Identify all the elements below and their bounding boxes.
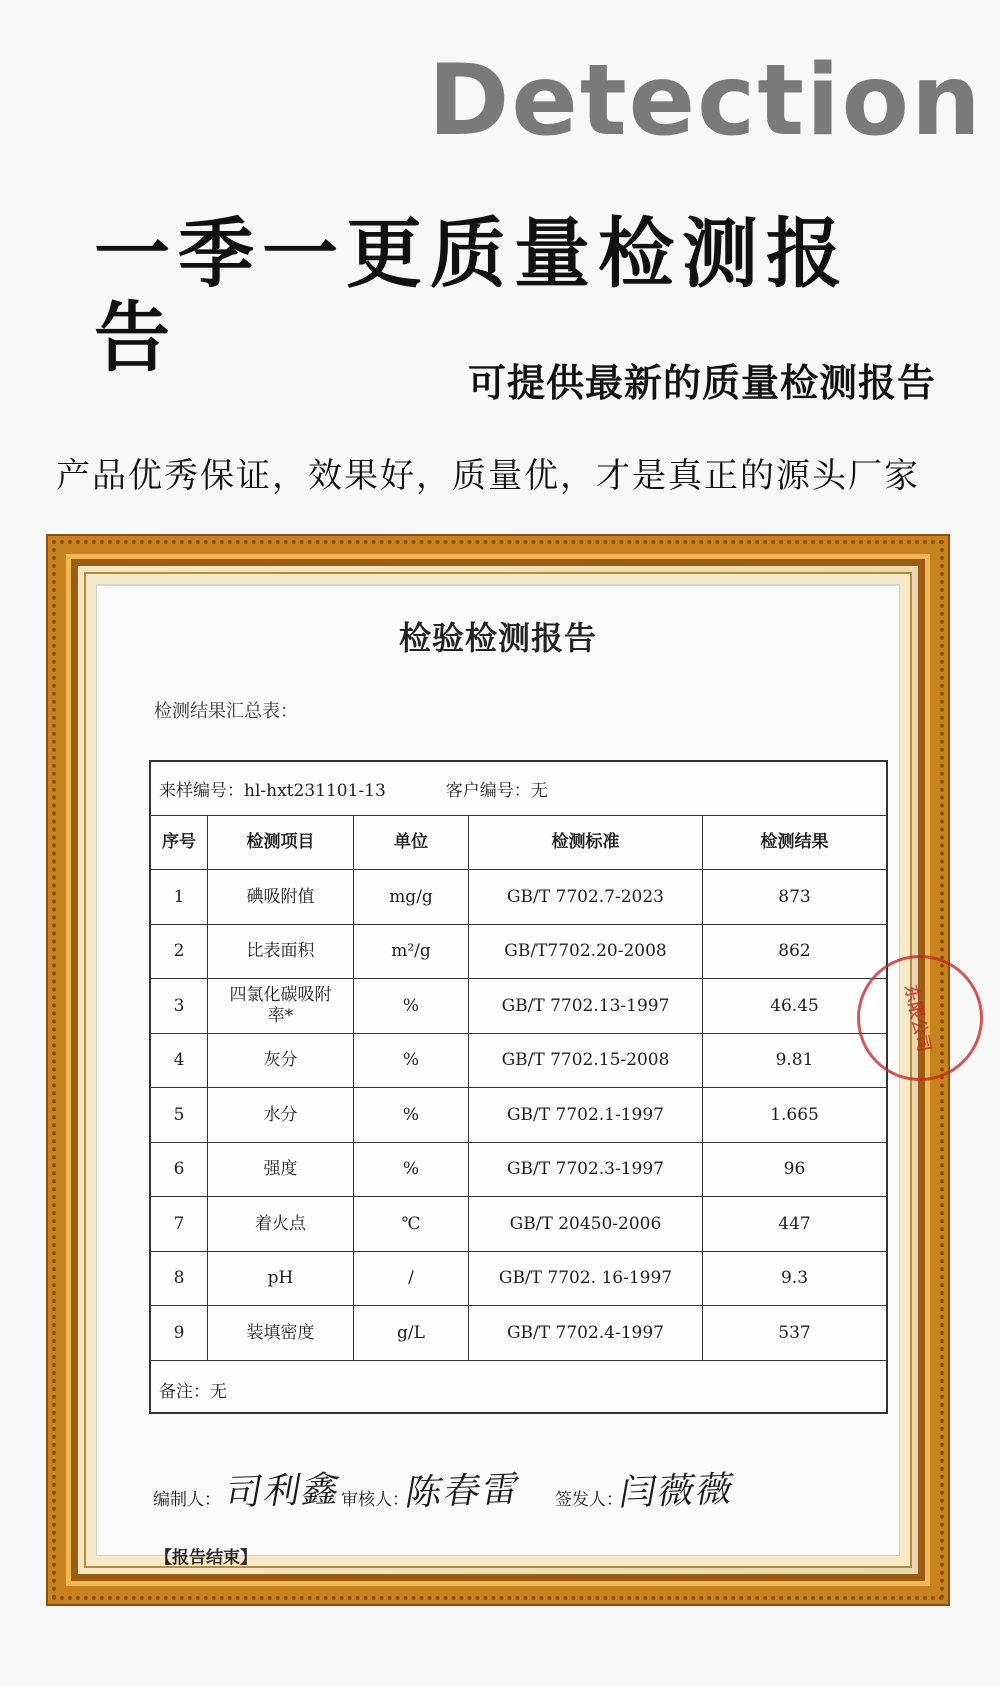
table-header-cell: 序号: [151, 816, 208, 870]
table-cell: %: [354, 1143, 469, 1198]
row-number-cell: 1: [151, 870, 208, 925]
row-number-cell: 9: [151, 1306, 208, 1361]
table-cell: 447: [703, 1197, 886, 1252]
table-header-cell: 检测项目: [208, 816, 354, 870]
compiler-label: 编制人：: [153, 1490, 221, 1510]
table-cell: 碘吸附值: [208, 870, 354, 925]
page-subtitle: 可提供最新的质量检测报告: [467, 361, 936, 405]
paper-edge-line: [97, 585, 899, 586]
issuer-signature: 闫薇薇: [616, 1469, 739, 1514]
row-number-cell: 7: [151, 1197, 208, 1252]
remark-row: 备注：无: [159, 1381, 227, 1402]
table-cell: /: [354, 1252, 469, 1307]
row-number-cell: 8: [151, 1252, 208, 1307]
table-cell: GB/T 7702.3-1997: [469, 1143, 703, 1198]
table-cell: 9.3: [703, 1252, 886, 1307]
table-cell: ℃: [354, 1197, 469, 1252]
table-cell: g/L: [354, 1306, 469, 1361]
table-cell: 1.665: [703, 1088, 886, 1143]
summary-label: 检测结果汇总表：: [154, 701, 298, 722]
signature-row: [153, 1457, 853, 1527]
reviewer-label: 审核人：: [341, 1490, 409, 1510]
report-end: 【报告结束】: [155, 1548, 257, 1568]
table-cell: GB/T 7702.15-2008: [469, 1034, 703, 1089]
table-cell: %: [354, 1034, 469, 1089]
row-number-cell: 4: [151, 1034, 208, 1089]
report-title: 检验检测报告: [398, 619, 597, 657]
row-number-cell: 2: [151, 925, 208, 980]
table-cell: 比表面积: [208, 925, 354, 980]
table-cell: GB/T 7702.7-2023: [469, 870, 703, 925]
frame-mat: [84, 572, 935, 1568]
row-number-cell: 3: [151, 979, 208, 1034]
table-cell: 537: [703, 1306, 886, 1361]
table-header-cell: 检测结果: [703, 816, 886, 870]
table-cell: 着火点: [208, 1197, 354, 1252]
table-cell: 灰分: [208, 1034, 354, 1089]
sample-number: 来样编号：hl-hxt231101-13: [159, 781, 386, 801]
stamp-text: 东限公司: [900, 983, 935, 1054]
table-cell: 四氯化碳吸附 率*: [208, 979, 354, 1034]
table-cell: 862: [703, 925, 886, 980]
table-cell: 强度: [208, 1143, 354, 1198]
table-cell: m²/g: [354, 925, 469, 980]
table-cell: GB/T 7702.13-1997: [469, 979, 703, 1034]
row-number-cell: 6: [151, 1143, 208, 1198]
reviewer-signature: 陈春雷: [402, 1469, 525, 1514]
table-header-cell: 单位: [354, 816, 469, 870]
table-header-cell: 检测标准: [469, 816, 703, 870]
table-cell: %: [354, 1088, 469, 1143]
hero-english-title: Detection: [428, 44, 983, 158]
table-cell: 46.45: [703, 979, 886, 1034]
table-cell: 873: [703, 870, 886, 925]
table-cell: pH: [208, 1252, 354, 1307]
inspection-report-paper: [96, 584, 935, 1568]
table-cell: mg/g: [354, 870, 469, 925]
table-cell: GB/T 7702.1-1997: [469, 1088, 703, 1143]
table-cell: 9.81: [703, 1034, 886, 1089]
test-results-table: [149, 760, 888, 1414]
table-cell: GB/T7702.20-2008: [469, 925, 703, 980]
table-cell: GB/T 7702. 16-1997: [469, 1252, 703, 1307]
table-cell: 96: [703, 1143, 886, 1198]
page-title: 一季一更质量检测报告: [94, 209, 850, 382]
table-cell: 水分: [208, 1088, 354, 1143]
customer-number: 客户编号：无: [445, 781, 548, 801]
issuer-label: 签发人：: [555, 1490, 623, 1510]
table-cell: 装填密度: [208, 1306, 354, 1361]
table-cell: GB/T 7702.4-1997: [469, 1306, 703, 1361]
row-number-cell: 5: [151, 1088, 208, 1143]
sample-info-row: [151, 762, 886, 816]
table-cell: %: [354, 979, 469, 1034]
results-grid: [151, 816, 886, 1361]
certificate-frame: [48, 536, 948, 1604]
table-cell: GB/T 20450-2006: [469, 1197, 703, 1252]
compiler-signature: 司利鑫: [222, 1469, 345, 1514]
page-tagline: 产品优秀保证，效果好，质量优，才是真正的源头厂家: [56, 456, 920, 496]
